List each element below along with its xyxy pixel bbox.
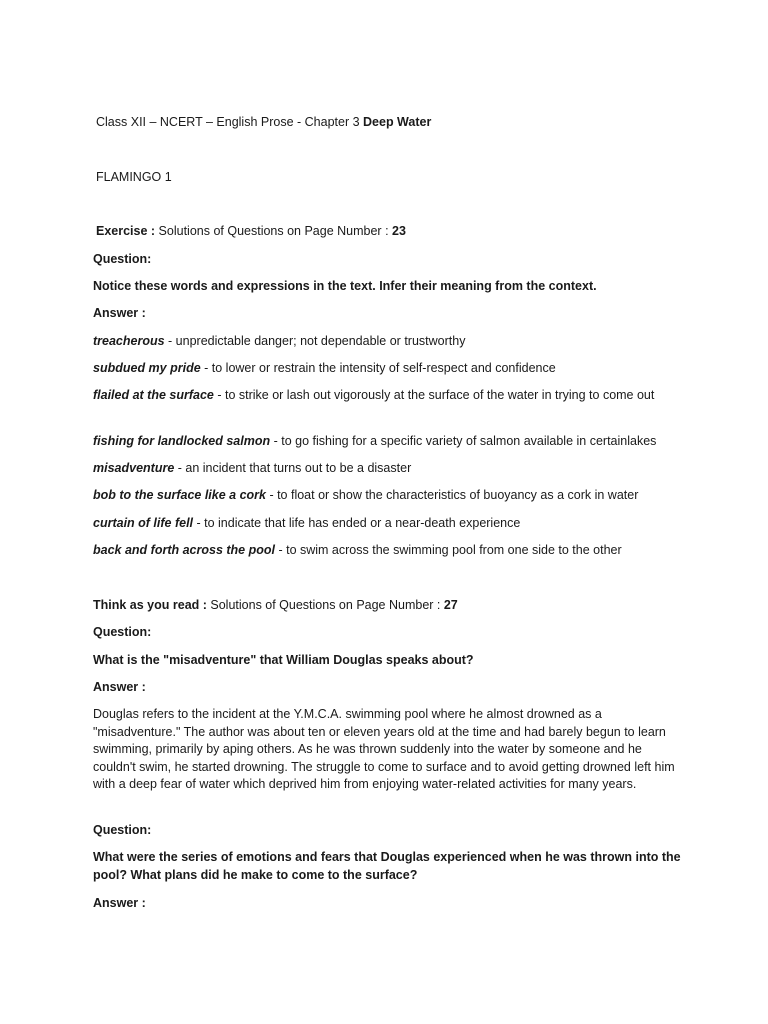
book-name: FLAMINGO 1 (96, 170, 172, 184)
list-item (93, 387, 683, 405)
list-item (93, 542, 683, 560)
answer-label: Answer : (93, 680, 146, 694)
meaning: - to swim across the swimming pool from one side to the other (274, 543, 622, 557)
exercise-page-number: 23 (392, 224, 406, 238)
think-label: Think as you read : (93, 598, 211, 612)
term: bob to the surface like a cork (93, 488, 266, 502)
think-text: Solutions of Questions on Page Number : (210, 598, 444, 612)
question-label: Question: (93, 823, 152, 837)
meaning: - to float or show the characteristics of buoyancy as a cork in water (265, 488, 639, 502)
meaning: - to strike or lash out vigorously at the surface of the water in trying to come out (213, 388, 655, 402)
term: fishing for landlocked salmon (93, 434, 271, 448)
think-heading (93, 597, 683, 615)
answer-text: Douglas refers to the incident at the Y.M.C.A. swimming pool where he almost drowned as a "misadventure." The author was about ten or eleven years old at the time and had barely begun to learn swimming, primarily by aping others. As he was thrown suddenly into the water by someone and he couldn't swim, he started drowning. The struggle to come to surface and to avoid getting drowned left him with a deep fear of water which deprived him from enjoying water-related activities for many years. (93, 707, 675, 791)
list-item (93, 460, 683, 478)
meaning: - unpredictable danger; not dependable or trustworthy (164, 334, 466, 348)
list-item (93, 487, 683, 505)
exercise-text: Solutions of Questions on Page Number : (158, 224, 393, 238)
answer-label: Answer : (93, 896, 146, 910)
title-prefix: Class XII – NCERT – English Prose - Chapter 3 (96, 115, 364, 129)
term: misadventure (93, 461, 175, 475)
meaning: - to lower or restrain the intensity of self-respect and confidence (200, 361, 556, 375)
list-item (93, 433, 683, 451)
question-text: Notice these words and expressions in the text. Infer their meaning from the context. (93, 279, 597, 293)
list-item (93, 360, 683, 378)
question-text: What were the series of emotions and fears that Douglas experienced when he was thrown into the pool? What plans did he make to come to the surface? (93, 850, 681, 882)
term: back and forth across the pool (93, 543, 275, 557)
question-label: Question: (93, 252, 152, 266)
term: subdued my pride (93, 361, 201, 375)
question-text: What is the "misadventure" that William Douglas speaks about? (93, 653, 474, 667)
meaning: - an incident that turns out to be a disaster (174, 461, 412, 475)
think-page-number: 27 (443, 598, 458, 612)
term: flailed at the surface (93, 388, 214, 402)
list-item (93, 333, 683, 351)
question-label: Question: (93, 625, 152, 639)
list-item (93, 515, 683, 533)
exercise-label: Exercise : (96, 224, 159, 238)
answer-label: Answer : (93, 306, 146, 320)
meaning: - to indicate that life has ended or a near-death experience (193, 516, 521, 530)
exercise-heading (96, 223, 686, 241)
chapter-name: Deep Water (363, 115, 432, 129)
document-title (96, 114, 686, 132)
meaning: - to go fishing for a specific variety of salmon available in certainlakes (270, 434, 657, 448)
term: treacherous (93, 334, 165, 348)
term: curtain of life fell (93, 516, 194, 530)
